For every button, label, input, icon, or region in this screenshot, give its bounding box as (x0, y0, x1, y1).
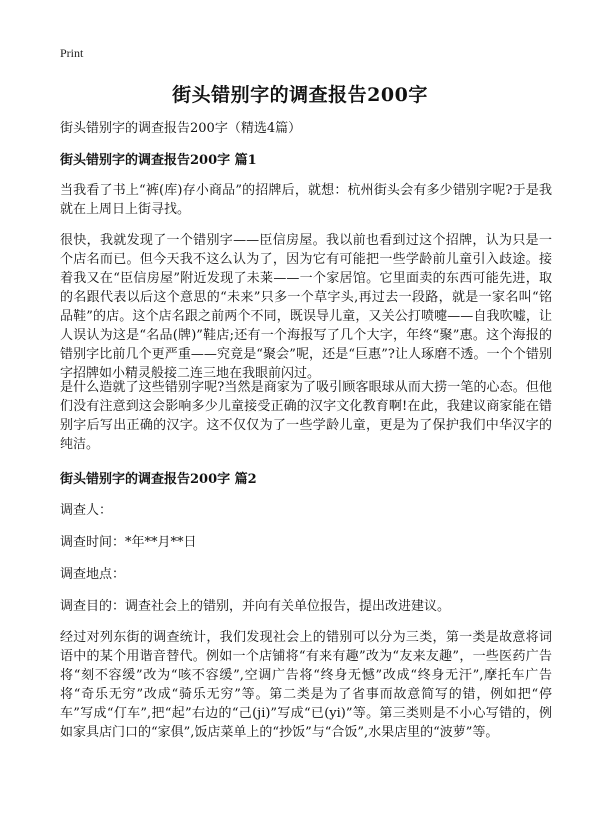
survey-location-line: 调查地点： (60, 567, 126, 582)
section-heading-1: 街头错别字的调查报告200字 篇1 (60, 153, 257, 168)
section-1-paragraph-1: 当我看了书上“裤(库)存小商品”的招牌后，就想：杭州街头会有多少错别字呢?于是我就在上周日上街寻找。 (60, 183, 552, 217)
section-1-paragraph-3: 是什么造就了这些错别字呢?当然是商家为了吸引顾客眼球从而大捞一笔的心态。但他们没有注意到这会影响多少儿童接受正确的汉字文化教育啊!在此，我建议商家能在错别字后写出正确的汉字。这不仅仅为了一些学龄儿童，更是为了保护我们中华汉字的纯洁。 (60, 380, 552, 452)
section-heading-2: 街头错别字的调查报告200字 篇2 (60, 472, 257, 487)
survey-purpose-line: 调查目的：调查社会上的错别，并向有关单位报告，提出改进建议。 (60, 599, 451, 614)
document-title: 街头错别字的调查报告200字 (172, 84, 428, 106)
print-link[interactable]: Print (60, 46, 84, 60)
survey-time-line: 调查时间：*年**月**日 (60, 535, 197, 550)
document-subtitle: 街头错别字的调查报告200字（精选4篇） (60, 121, 302, 136)
section-1-paragraph-2: 很快，我就发现了一个错别字——臣信房屋。我以前也看到过这个招牌，认为只是一个店名而已。但今天我不这么认为了，因为它有可能把一些学龄前儿童引入歧途。接着我又在“臣信房屋”附近发现了未莱——一个家居馆。它里面卖的东西可能先进，取的名跟代表以后这个意思的“未来”只多一个草字头,再过去一段路，就是一家名叫“铭品鞋”的店。这个店名跟之前两个不同，既误导儿童，又关公打喷嚏——自我吹嘘，让人误认为这是“名品(牌)”鞋店;还有一个海报写了几个大字，年终“聚”惠。这个海报的错别字比前几个更严重——究竟是“聚会”呢，还是“巨惠”?让人琢磨不透。一个个错别字招牌如小精灵般接二连三地在我眼前闪过。 (60, 233, 552, 381)
investigator-line: 调查人： (60, 503, 113, 518)
section-2-paragraph-1: 经过对列东街的调查统计，我们发现社会上的错别可以分为三类，第一类是故意将词语中的某个用谐音替代。例如一个店铺将“有来有趣”改为“友来友趣”，一些医药广告将“刻不容缓”改为“咳不容缓”,空调广告将“终身无憾”改成“终身无汗”,摩托车广告将“奇乐无穷”改成“骑乐无穷”等。第二类是为了省事而故意简写的错，例如把“停车”写成“仃车”,把“起”右边的“己(ji)”写成“已(yi)”等。第三类则是不小心写错的，例如家具店门口的“家俱”,饭店菜单上的“抄饭”与“合饭”,水果店里的“波萝”等。 (60, 630, 552, 740)
